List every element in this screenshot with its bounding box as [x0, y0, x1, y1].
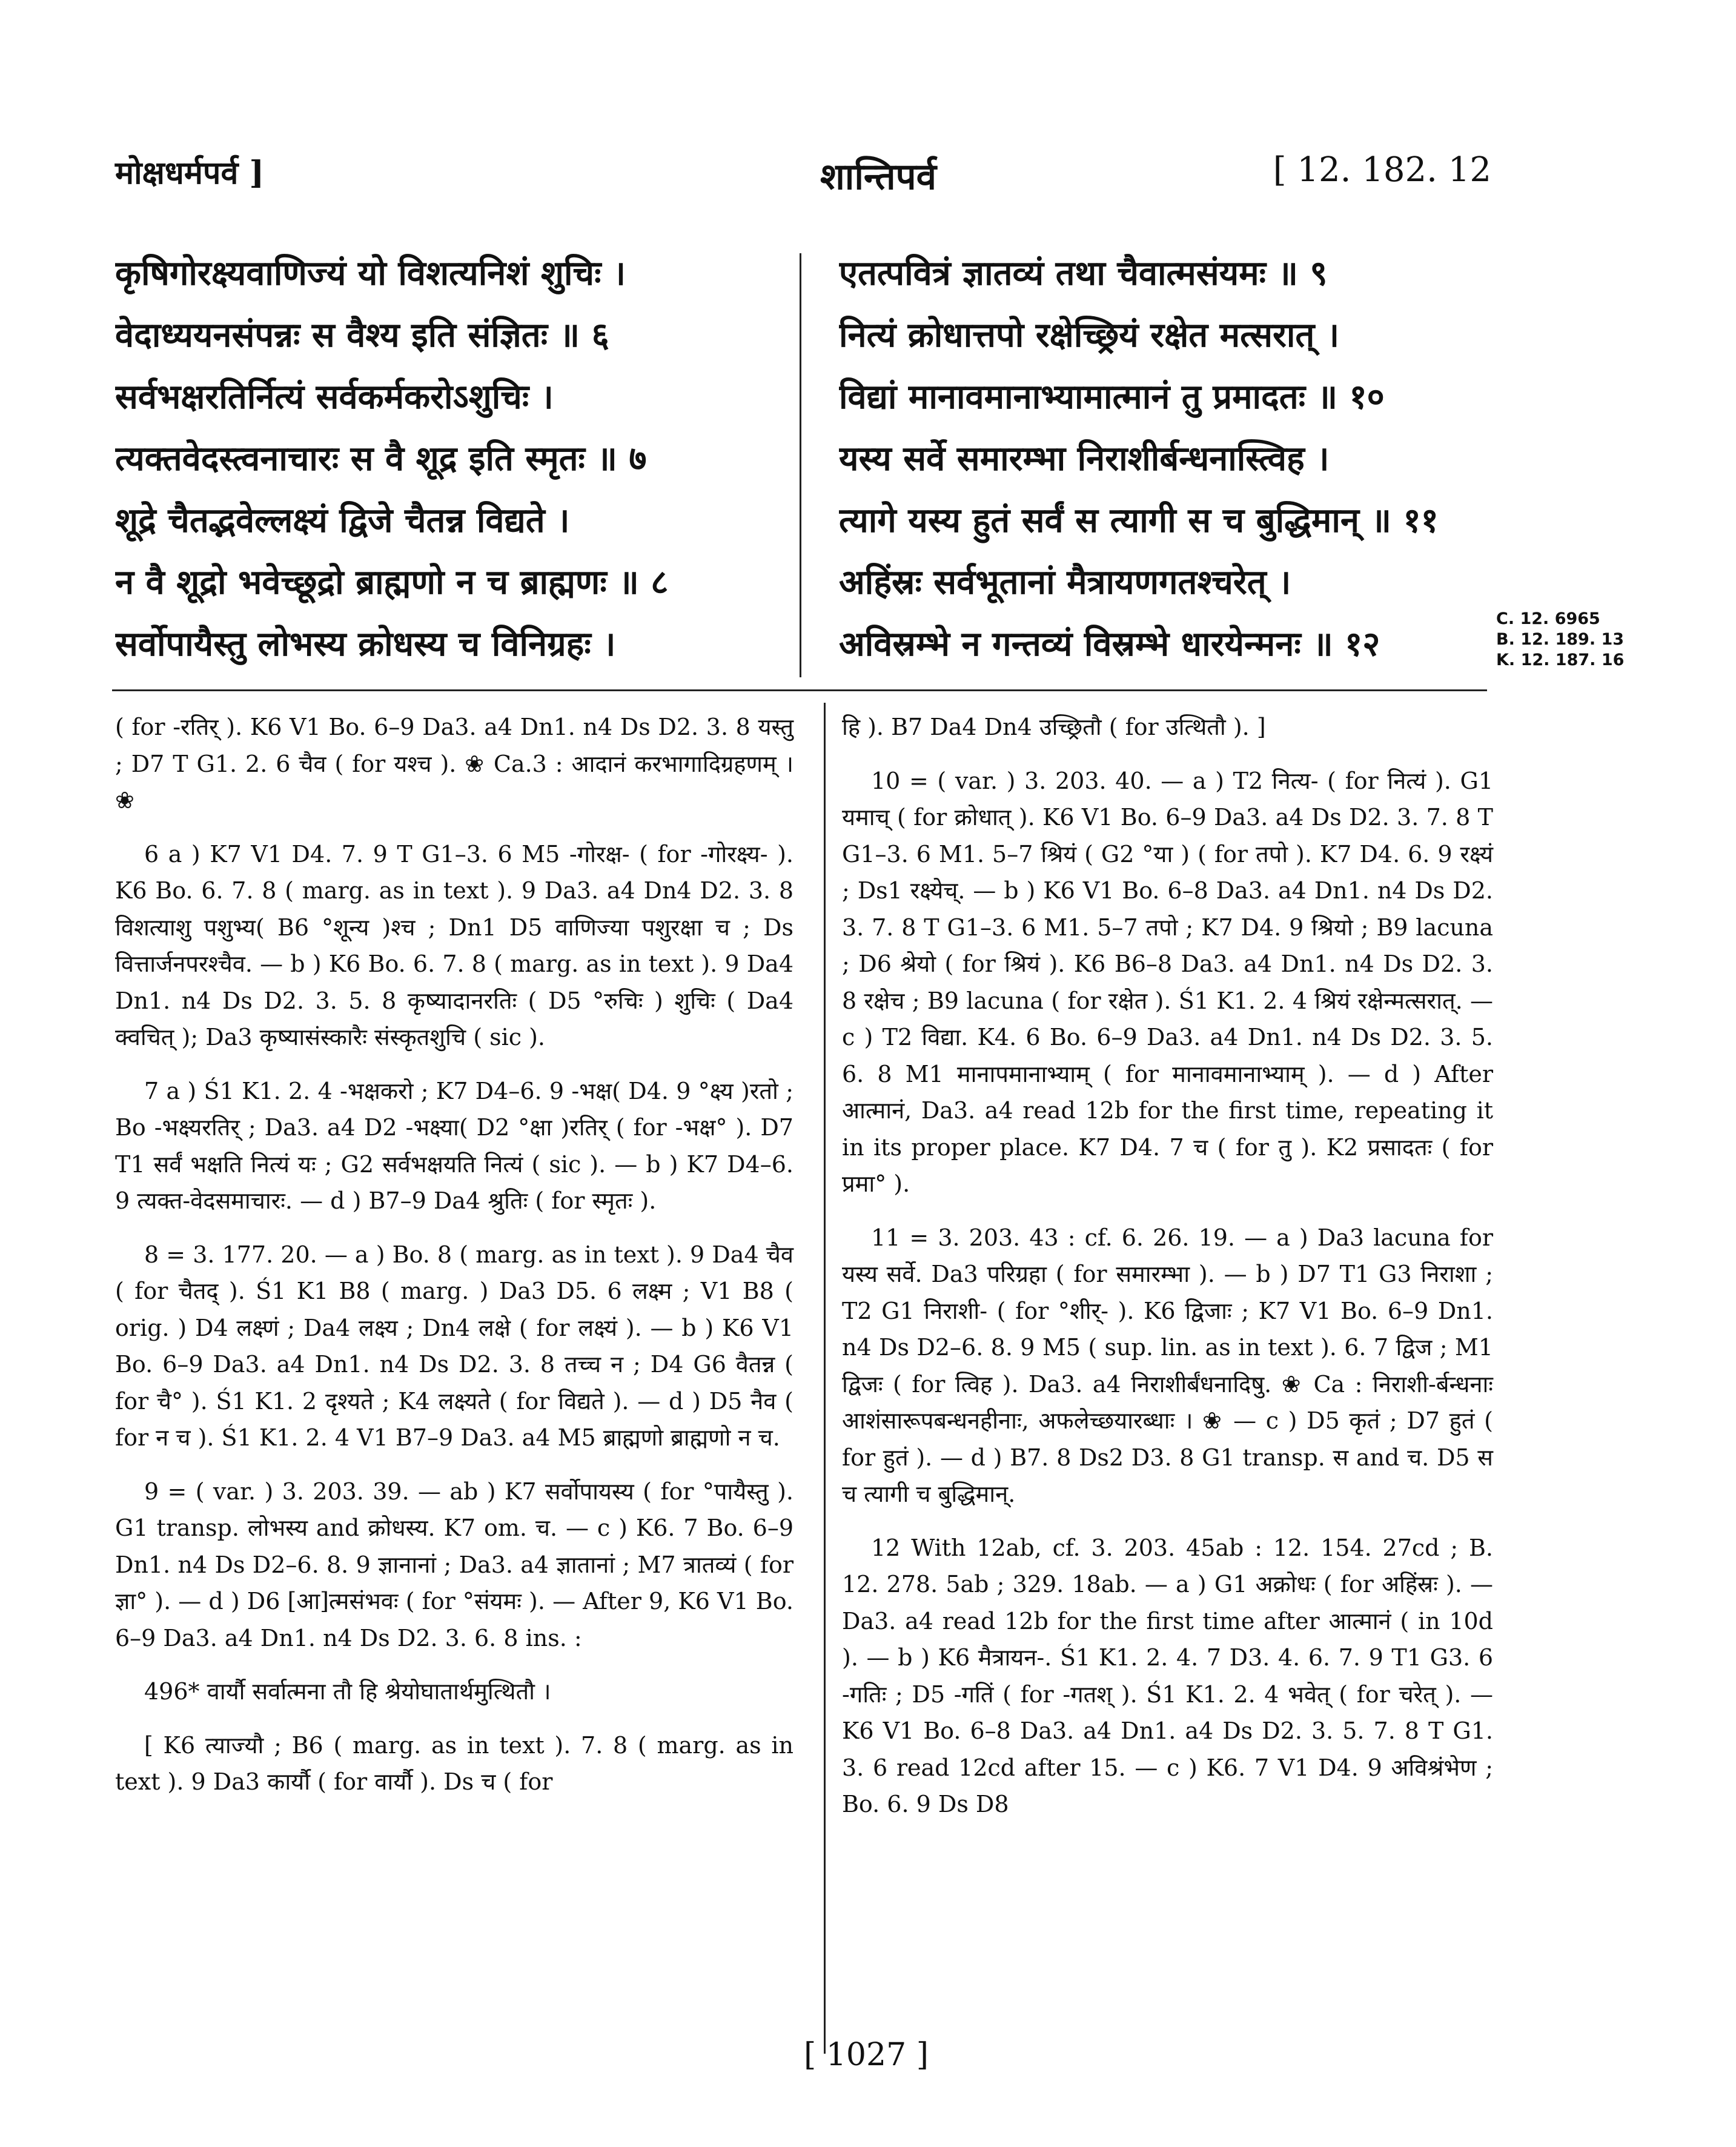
apparatus-note: 10 = ( var. ) 3. 203. 40. — a ) T2 नित्य- ( for नित्यं ). G1 यमाच् ( for क्रोधात् ). K6 V1 Bo. 6–9 Da3. a4 Ds D2. 3. 7. 8 T G1–3. 6 M1. 5–7 श्रियं ( G2 °या ) ( for तपो ). K7 D4. 6. 9 रक्ष्यं ; Ds1 रक्ष्येच्. — b ) K6 V1 Bo. 6–8 Da3. a4 Dn1. n4 Ds D2. 3. 7. 8 T G1–3. 6 M1. 5–7 तपो ; K7 D4. 9 श्रियो ; B9 lacuna ; D6 श्रेयो ( for श्रियं ). K6 B6–8 Da3. a4 Dn1. n4 Ds D2. 3. 8 रक्षेच ; B9 lacuna ( for रक्षेत ). Ś1 K1. 2. 4 श्रियं रक्षेन्मत्सरात्. — c ) T2 विद्या. K4. 6 Bo. 6–9 Da3. a4 Dn1. n4 Ds D2. 3. 5. 6. 8 M1 मानापमानाभ्याम् ( for मानावमानाभ्याम् ). — d ) After आत्मानं, Da3. a4 read 12b for the first time, repeating it in its proper place. K7 D4. 7 च ( for तु ). K2 प्रसादतः ( for प्रमा° ).: [842, 767, 1493, 1197]
verse-line: एतत्पवित्रं ज्ञातव्यं तथा चैवात्मसंयमः ॥ ९: [839, 253, 1328, 293]
verse-line: न वै शूद्रो भवेच्छूद्रो ब्राह्मणो न च ब्राह्मणः ॥ ८: [115, 562, 669, 602]
running-header-title: शान्तिपर्व: [820, 156, 936, 198]
apparatus-note: 12 With 12ab, cf. 3. 203. 45ab : 12. 154. 27cd ; B. 12. 278. 5ab ; 329. 18ab. — a ) G1 अक्रोधः ( for अहिंस्रः ). — Da3. a4 read 12b for the first time after आत्मानं ( in 10d ). — b ) K6 मैत्रायन-. Ś1 K1. 2. 4. 7 D3. 4. 6. 7. 9 T1 G3. 6 -गतिः ; D5 -गतिं ( for -गतश् ). Ś1 K1. 2. 4 भवेत् ( for चरेत् ). — K6 V1 Bo. 6–8 Da3. a4 Dn1. a4 Ds D2. 3. 5. 7. 8 T G1. 3. 6 read 12cd after 15. — c ) K6. 7 V1 D4. 9 अविश्रंभेण ; Bo. 6. 9 Ds D8: [842, 1534, 1493, 1817]
apparatus-note: [ K6 त्याज्यौ ; B6 ( marg. as in text ). 7. 8 ( marg. as in text ). 9 Da3 कार्यौ ( for वार्यौ ). Ds च ( for: [115, 1731, 793, 1795]
apparatus-note: 6 a ) K7 V1 D4. 7. 9 T G1–3. 6 M5 -गोरक्ष- ( for -गोरक्ष्य- ). K6 Bo. 6. 7. 8 ( marg. as in text ). 9 Da3. a4 Dn4 D2. 3. 8 विशत्याशु पशुभ्य( B6 °शून्य )श्च ; Dn1 D5 वाणिज्या पशुरक्षा च ; Ds वित्तार्जनपरश्चैव. — b ) K6 Bo. 6. 7. 8 ( marg. as in text ). 9 Da4 Dn1. n4 Ds D2. 3. 5. 8 कृष्यादानरतिः ( D5 °रुचिः ) शुचिः ( Da4 क्वचित् ); Da3 कृष्यासंस्कारैः संस्कृतशुचि ( sic ).: [115, 840, 793, 1050]
apparatus-column-right: [842, 709, 1493, 1840]
verse-line: वेदाध्ययनसंपन्नः स वैश्य इति संज्ञितः ॥ ६: [115, 315, 609, 355]
verse-line: अहिंस्रः सर्वभूतानां मैत्रायणगतश्चरेत् ।: [839, 562, 1291, 602]
apparatus-column-divider: [824, 703, 826, 2054]
running-header-left: मोक्षधर्मपर्व ]: [115, 154, 265, 191]
concordance-bombay: B. 12. 189. 13: [1496, 630, 1625, 649]
apparatus-note: हि ). B7 Da4 Dn4 उच्छ्रितौ ( for उत्थितौ ). ]: [842, 714, 1266, 740]
verse-column-divider: [800, 253, 801, 677]
running-header-reference: [ 12. 182. 12: [1273, 150, 1491, 190]
verse-line: नित्यं क्रोधात्तपो रक्षेच्छ्रियं रक्षेत मत्सरात् ।: [839, 315, 1340, 355]
verse-line: सर्वभक्षरतिर्नित्यं सर्वकर्मकरोऽशुचिः ।: [115, 377, 554, 417]
apparatus-column-left: [115, 709, 793, 1817]
concordance-note: [1496, 609, 1642, 671]
apparatus-note: 9 = ( var. ) 3. 203. 39. — ab ) K7 सर्वोपायस्य ( for °पायैस्तु ). G1 transp. लोभस्य and क्रोधस्य. K7 om. च. — c ) K6. 7 Bo. 6–9 Dn1. n4 Ds D2–6. 8. 9 ज्ञानानां ; Da3. a4 ज्ञातानां ; M7 त्रातव्यं ( for ज्ञा° ). — d ) D6 [आ]त्मसंभवः ( for °संयमः ). — After 9, K6 V1 Bo. 6–9 Da3. a4 Dn1. n4 Ds D2. 3. 6. 8 ins. :: [115, 1478, 793, 1651]
concordance-calcutta: C. 12. 6965: [1496, 609, 1600, 628]
verse-line: अविस्रम्भे न गन्तव्यं विस्रम्भे धारयेन्मनः ॥ १२: [839, 624, 1380, 664]
verse-line: त्यागे यस्य हुतं सर्वं स त्यागी स च बुद्धिमान् ॥ ११: [839, 500, 1439, 540]
verse-line: यस्य सर्वे समारम्भा निराशीर्बन्धनास्त्विह ।: [839, 439, 1330, 479]
apparatus-separator-rule: [112, 689, 1487, 691]
apparatus-note: 8 = 3. 177. 20. — a ) Bo. 8 ( marg. as in text ). 9 Da4 चैव ( for चैतद् ). Ś1 K1 B8 ( marg. ) Da3 D5. 6 लक्ष्म ; V1 B8 ( orig. ) D4 लक्ष्णं ; Da4 लक्ष्य ; Dn4 लक्षे ( for लक्ष्यं ). — b ) K6 V1 Bo. 6–9 Da3. a4 Dn1. n4 Ds D2. 3. 8 तच्च न ; D4 G6 वैतन्न ( for चै° ). Ś1 K1. 2 दृश्यते ; K4 लक्ष्यते ( for विद्यते ). — d ) D5 नैव ( for न च ). Ś1 K1. 2. 4 V1 B7–9 Da3. a4 M5 ब्राह्मणो ब्राह्मणो न च.: [115, 1241, 793, 1451]
verse-line: कृषिगोरक्ष्यवाणिज्यं यो विशत्यनिशं शुचिः ।: [115, 253, 626, 293]
verse-column-left: [115, 242, 793, 675]
page-number: [ 1027 ]: [804, 2037, 929, 2073]
apparatus-note: ( for -रतिर् ). K6 V1 Bo. 6–9 Da3. a4 Dn1. n4 Ds D2. 3. 8 यस्तु ; D7 T G1. 2. 6 चैव ( for यश्च ). ❀ Ca.3 : आदानं करभागादिग्रहणम् । ❀: [115, 714, 793, 814]
verse-line: विद्यां मानावमानाभ्यामात्मानं तु प्रमादतः ॥ १०: [839, 377, 1385, 417]
apparatus-note: 7 a ) Ś1 K1. 2. 4 -भक्षकरो ; K7 D4–6. 9 -भक्ष( D4. 9 °क्ष्य )रतो ; Bo -भक्ष्यरतिर् ; Da3. a4 D2 -भक्ष्या( D2 °क्षा )रतिर् ( for -भक्ष° ). D7 T1 सर्वं भक्षति नित्यं यः ; G2 सर्वभक्षयति नित्यं ( sic ). — b ) K7 D4–6. 9 त्यक्त-वेदसमाचारः. — d ) B7–9 Da4 श्रुतिः ( for स्मृतः ).: [115, 1077, 793, 1214]
verse-line: त्यक्तवेदस्त्वनाचारः स वै शूद्र इति स्मृतः ॥ ७: [115, 439, 647, 479]
verse-block: [115, 242, 1490, 679]
verse-line: सर्वोपायैस्तु लोभस्य क्रोधस्य च विनिग्रहः ।: [115, 624, 616, 664]
verse-column-right: [839, 242, 1517, 675]
concordance-kumbhakonam: K. 12. 187. 16: [1496, 651, 1625, 669]
appendix-passage: 496* वार्यौ सर्वात्मना तौ हि श्रेयोघातार्थमुत्थितौ ।: [144, 1678, 551, 1705]
verse-line: शूद्रे चैतद्भवेल्लक्ष्यं द्विजे चैतन्न विद्यते ।: [115, 500, 570, 540]
apparatus-note: 11 = 3. 203. 43 : cf. 6. 26. 19. — a ) Da3 lacuna for यस्य सर्वे. Da3 परिग्रहा ( for समारम्भा ). — b ) D7 T1 G3 निराशा ; T2 G1 निराशी- ( for °शीर्- ). K6 द्विजाः ; K7 V1 Bo. 6–9 Dn1. n4 Ds D2–6. 8. 9 M5 ( sup. lin. as in text ). 6. 7 द्विज ; M1 द्विजः ( for त्विह ). Da3. a4 निराशीर्बंधनादिषु. ❀ Ca : निराशी-र्बन्धनाः आशंसारूपबन्धनहीनाः, अफलेच्छयारब्धाः । ❀ — c ) D5 कृतं ; D7 हुतं ( for हुतं ). — d ) B7. 8 Ds2 D3. 8 G1 transp. स and च. D5 स च त्यागी च बुद्धिमान्.: [842, 1224, 1493, 1507]
